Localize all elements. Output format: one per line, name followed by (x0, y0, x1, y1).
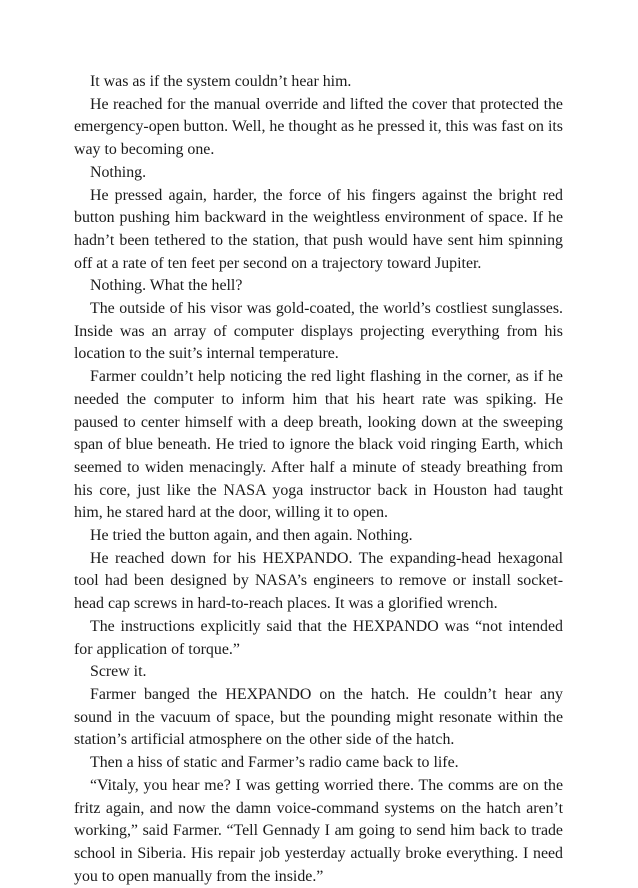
paragraph: Farmer couldn’t help noticing the red light flashing in the corner, as if he needed the computer to inform him that his heart rate was spiking. He paused to center himself with a deep breath, looking down at the sweeping span of blue beneath. He tried to ignore the black void ringing Earth, which seemed to widen menacingly. After half a minute of steady breathing from his core, just like the NASA yoga instructor back in Houston had taught him, he stared hard at the door, willing it to open. (74, 368, 563, 522)
paragraph: “Vitaly, you hear me? I was getting worried there. The comms are on the fritz again, and now the damn voice-command systems on the hatch aren’t working,” said Farmer. “Tell Gennady I am going to send him back to trade school in Siberia. His repair job yesterday actually broke everything. I need you to open manually from the inside.” (74, 776, 563, 885)
paragraph: Screw it. (90, 663, 147, 681)
paragraph: He reached for the manual override and lifted the cover that protected the emergency-open button. Well, he thought as he pressed it, this was fast on its way to becoming one. (74, 95, 563, 159)
paragraph: Then a hiss of static and Farmer’s radio came back to life. (90, 754, 459, 772)
paragraph: The outside of his visor was gold-coated, the world’s costliest sunglasses. Inside was an array of computer displays projecting everything from his location to the suit’s internal temperature. (74, 300, 563, 363)
paragraph: Nothing. (90, 163, 147, 181)
paragraph: Farmer banged the HEXPANDO on the hatch. He couldn’t hear any sound in the vacuum of space, but the pounding might resonate within the station’s artificial atmosphere on the other side of the hatch. (74, 685, 563, 749)
paragraph: He tried the button again, and then again. Nothing. (90, 527, 413, 545)
paragraph: He pressed again, harder, the force of his fingers against the bright red button pushing him backward in the weightless environment of space. If he hadn’t been tethered to the station, that push would have sent him spinning off at a rate of ten feet per second on a trajectory toward Jupiter. (74, 186, 563, 272)
book-page-body (74, 71, 563, 888)
paragraph: He reached down for his HEXPANDO. The expanding-head hexagonal tool had been designed by NASA’s engineers to remove or install socket-head cap screws in hard-to-reach places. It was a glorified wrench. (74, 549, 563, 613)
paragraph: The instructions explicitly said that the HEXPANDO was “not intended for application of torque.” (74, 617, 563, 658)
paragraph: Nothing. What the hell? (90, 277, 243, 295)
paragraph: It was as if the system couldn’t hear him. (90, 73, 352, 90)
